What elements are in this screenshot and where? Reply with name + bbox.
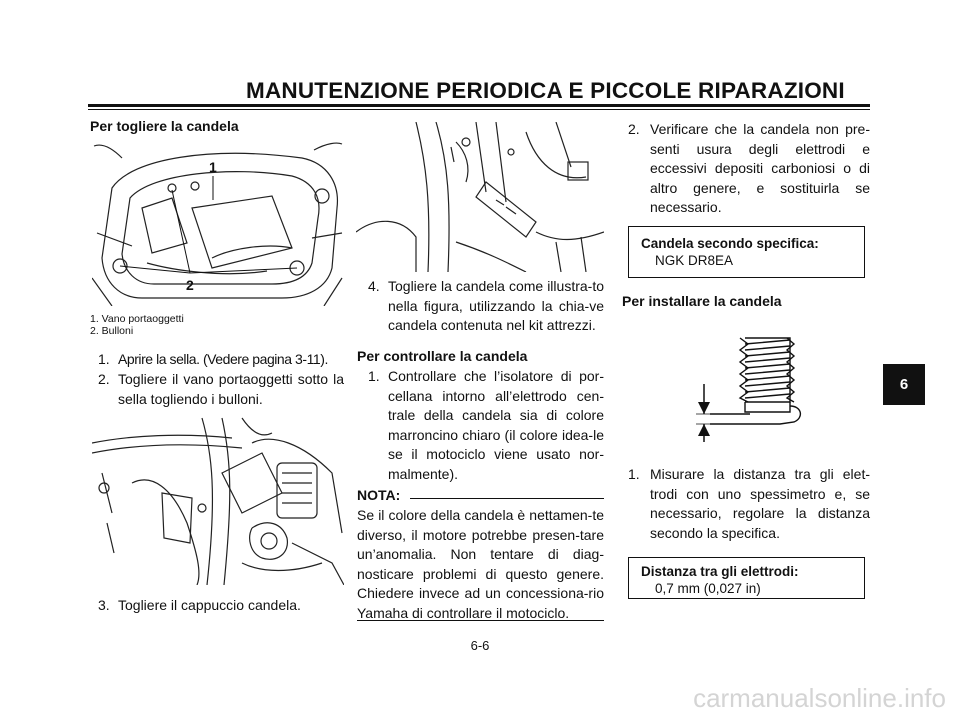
spec-box-electrode-gap — [628, 557, 865, 599]
spec-value: NGK DR8EA — [655, 253, 734, 268]
note-text: Se il colore della candela è nettamen-te diverso, il motore potrebbe presen-tare un’anomalia. Non tentare di diag-nosticare problemi di questo genere. Chiedere invece ad un concessiona-rio Yamaha di controllare il motociclo. — [357, 507, 604, 621]
step-text: Verificare che la candela non pre-senti usura degli elettrodi e eccessivi depositi carboniosi o di altro genere, e sostituirla se necessario. — [650, 121, 870, 215]
spark-plug-gap-diagram — [690, 334, 808, 444]
step-item — [98, 596, 344, 616]
step-number: 2. — [628, 121, 640, 137]
spark-plug-wrench-illustration — [356, 122, 604, 272]
step-item — [368, 277, 604, 336]
note-rule — [410, 498, 604, 499]
engine-spark-plug-cap-illustration — [92, 413, 344, 585]
step-number: 4. — [368, 278, 380, 294]
note-end-rule — [357, 620, 604, 621]
spec-value: 0,7 mm (0,027 in) — [655, 581, 761, 596]
step-text: Togliere il cappuccio candela. — [118, 597, 301, 613]
note-label: NOTA: — [357, 487, 401, 503]
step-number: 2. — [98, 371, 110, 387]
step-number: 1. — [98, 351, 110, 367]
step-text: Controllare che l’isolatore di por-cellana intorno all’elettrodo cen-trale della candela sia di colore marroncino chiaro (il colore idea-le se il motociclo viene usato nor-malmente). — [388, 368, 604, 482]
section-heading-install: Per installare la candela — [622, 293, 782, 309]
step-item — [368, 367, 604, 484]
header-rule-thin — [88, 109, 870, 110]
spec-label: Candela secondo specifica: — [641, 236, 819, 251]
step-item — [628, 120, 870, 218]
step-text: Togliere il vano portaoggetti sotto la sella togliendo i bulloni. — [118, 371, 344, 407]
step-item — [98, 370, 344, 409]
spec-box-spark-plug — [628, 226, 865, 278]
section-heading-remove: Per togliere la candela — [90, 118, 239, 134]
page-title: MANUTENZIONE PERIODICA E PICCOLE RIPARAZIONI — [246, 78, 845, 103]
step-text: Aprire la sella. (Vedere pagina 3-11). — [118, 351, 328, 367]
step-number: 1. — [628, 466, 640, 482]
spec-label: Distanza tra gli elettrodi: — [641, 564, 799, 579]
page-number: 6-6 — [470, 638, 490, 653]
step-text: Misurare la distanza tra gli elet-trodi con uno spessimetro e, se necessario, regolare la distanza secondo la specifica. — [650, 466, 870, 541]
step-number: 1. — [368, 368, 380, 384]
callout-1: 1 — [209, 159, 217, 175]
step-number: 3. — [98, 597, 110, 613]
step-text: Togliere la candela come illustra-to nella figura, utilizzando la chia-ve candela contenuta nel kit attrezzi. — [388, 278, 604, 333]
step-item — [98, 350, 344, 370]
header-rule — [88, 104, 870, 107]
figure-caption-2: 2. Bulloni — [90, 325, 134, 337]
callout-2: 2 — [186, 277, 194, 293]
chapter-tab: 6 — [883, 364, 925, 405]
section-heading-check: Per controllare la candela — [357, 348, 528, 364]
watermark: carmanualsonline.info — [693, 683, 946, 713]
step-item — [628, 465, 870, 543]
storage-compartment-illustration — [92, 138, 344, 306]
figure-caption-1: 1. Vano portaoggetti — [90, 313, 184, 325]
